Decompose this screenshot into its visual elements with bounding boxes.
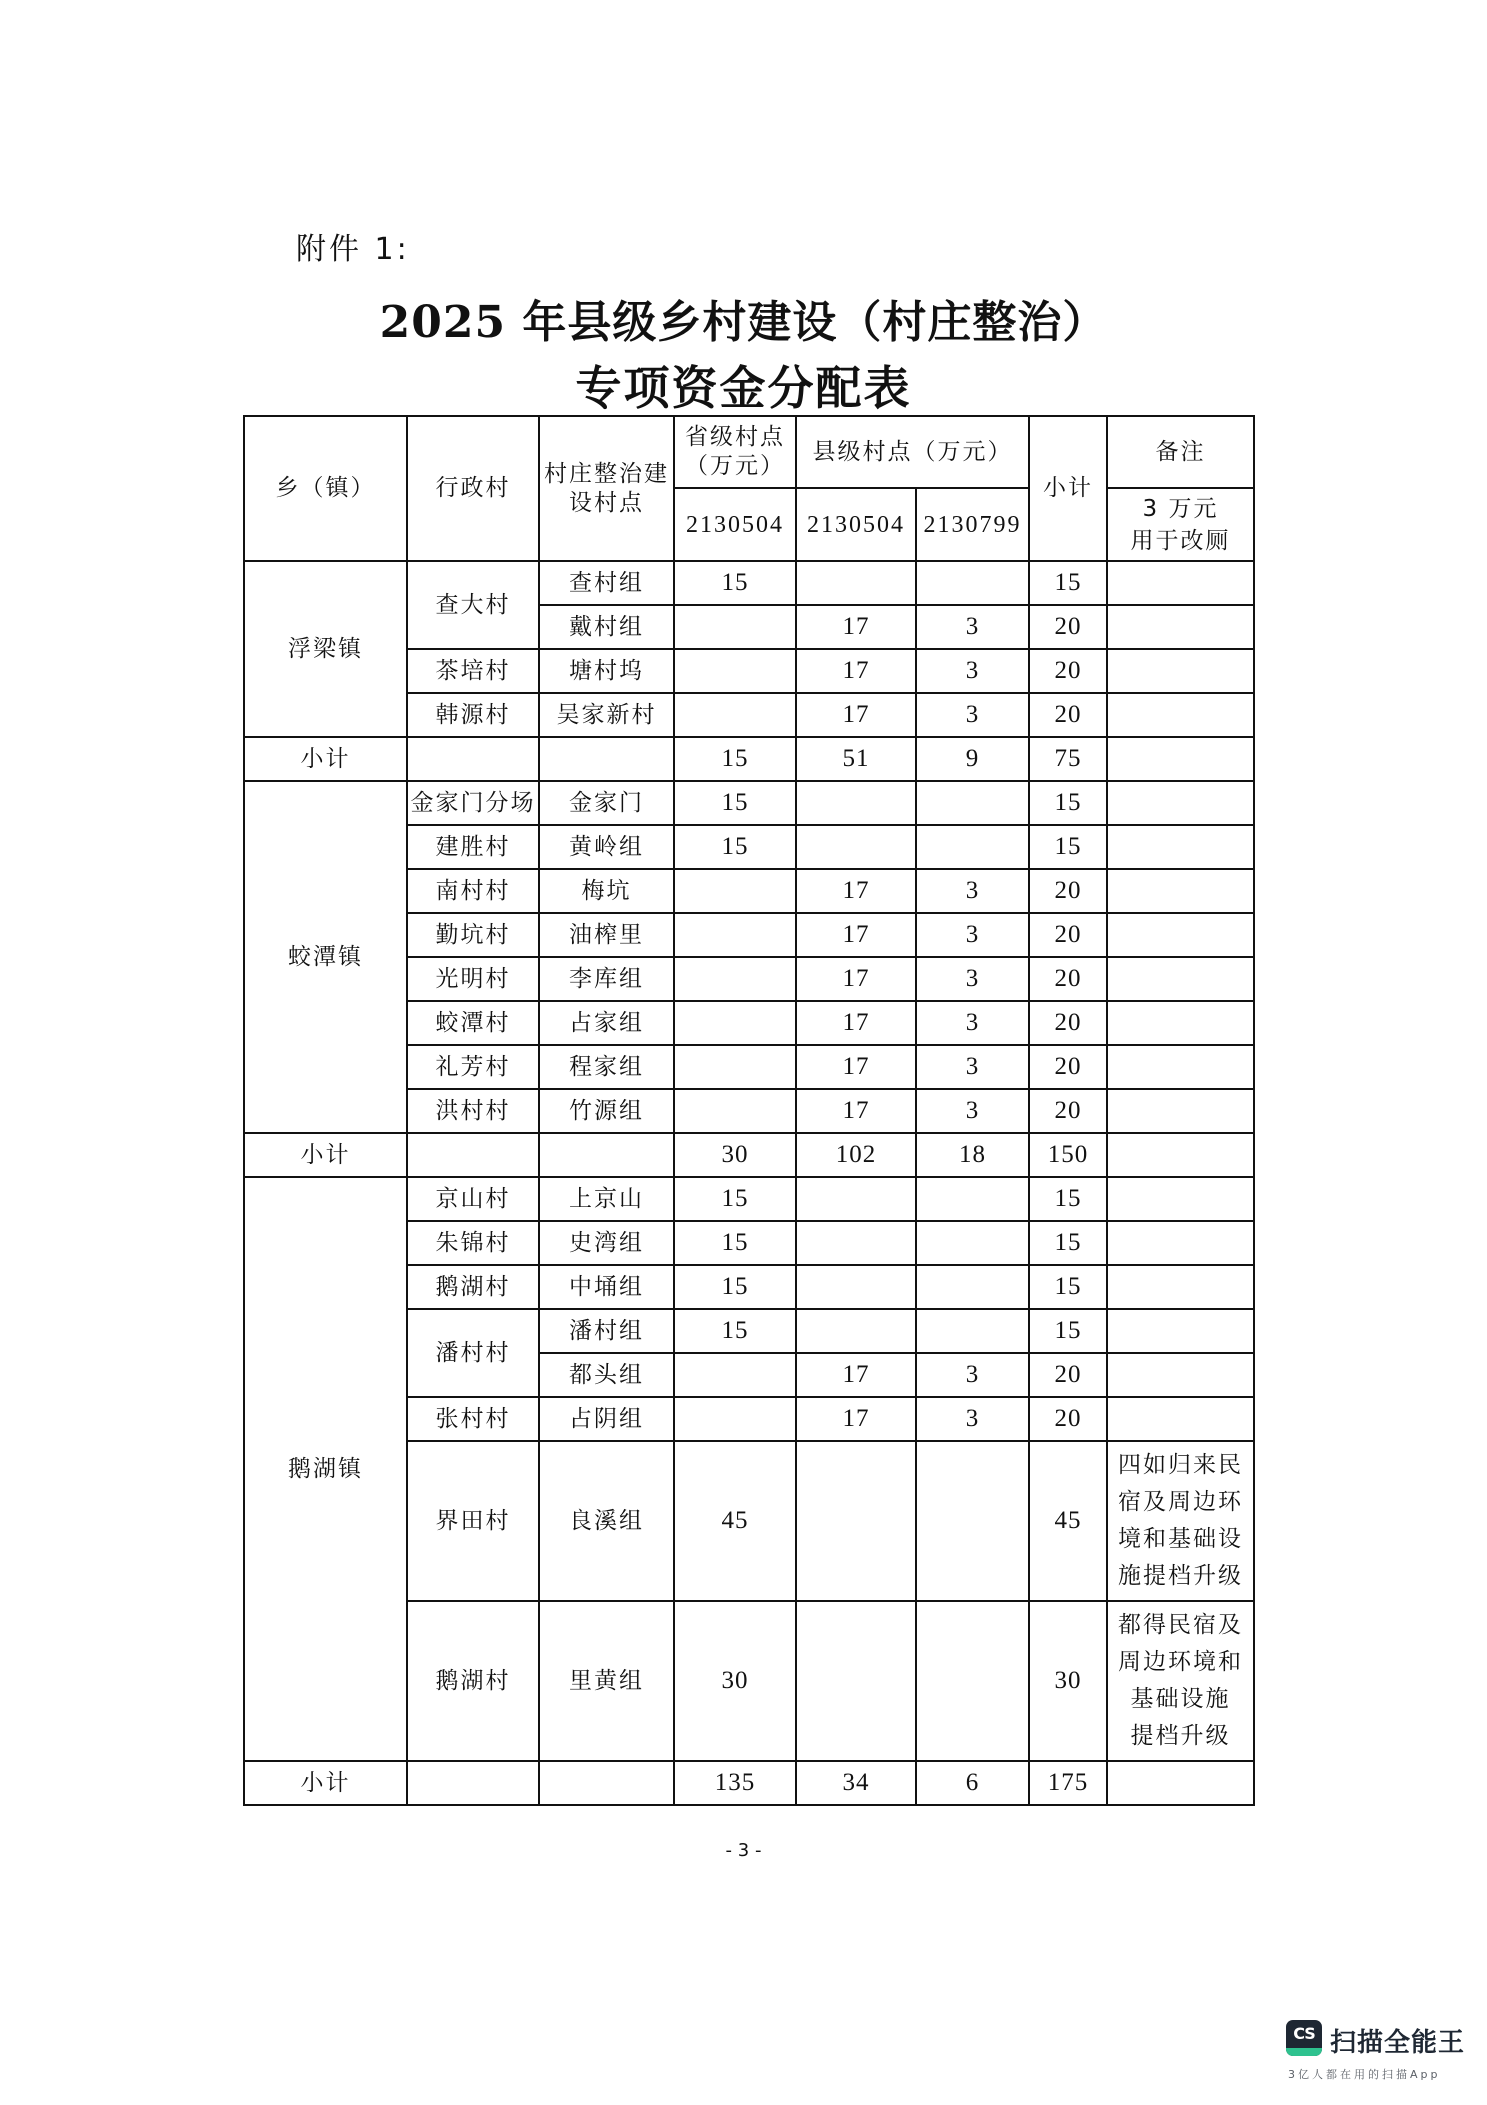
total-subtotal-cell: 150 (1029, 1133, 1107, 1177)
site-cell: 都头组 (539, 1353, 674, 1397)
provincial-amount-cell (674, 1353, 796, 1397)
county-2130504-amount-cell: 17 (796, 693, 916, 737)
county-2130504-amount-cell (796, 1177, 916, 1221)
site-cell: 戴村组 (539, 605, 674, 649)
provincial-amount-cell (674, 649, 796, 693)
remark-line: 四如归来民 (1118, 1452, 1243, 1478)
county-2130504-amount-cell: 17 (796, 869, 916, 913)
row-subtotal-cell: 15 (1029, 1309, 1107, 1353)
header-remark-sub-line-2: 用于改厕 (1130, 527, 1231, 554)
admin-village-cell: 朱锦村 (407, 1221, 539, 1265)
provincial-amount-cell (674, 1001, 796, 1045)
remark-line: 境和基础设 (1118, 1526, 1243, 1552)
table-row (244, 781, 1254, 825)
remark-cell (1107, 957, 1254, 1001)
document-title-line-2: 专项资金分配表 (575, 361, 912, 415)
remark-cell (1107, 1265, 1254, 1309)
total-provincial-cell: 135 (674, 1761, 796, 1805)
subtotal-row (244, 1133, 1254, 1177)
provincial-amount-cell (674, 1089, 796, 1133)
remark-line: 基础设施 (1130, 1686, 1231, 1712)
empty-cell (539, 1761, 674, 1805)
header-provincial: 省级村点（万元） (674, 416, 796, 488)
county-2130799-amount-cell (916, 1309, 1029, 1353)
admin-village-cell: 洪村村 (407, 1089, 539, 1133)
row-subtotal-cell: 20 (1029, 1089, 1107, 1133)
provincial-amount-cell: 15 (674, 1177, 796, 1221)
site-cell: 查村组 (539, 561, 674, 605)
county-2130799-amount-cell (916, 1221, 1029, 1265)
remark-line: 施提档升级 (1118, 1563, 1243, 1589)
header-remark-sub (1107, 488, 1254, 561)
county-2130504-amount-cell (796, 825, 916, 869)
remark-cell (1107, 649, 1254, 693)
county-2130504-amount-cell (796, 561, 916, 605)
row-subtotal-cell: 20 (1029, 957, 1107, 1001)
camscanner-logo-icon (1286, 2020, 1322, 2056)
provincial-amount-cell (674, 1045, 796, 1089)
admin-village-cell: 京山村 (407, 1177, 539, 1221)
provincial-amount-cell (674, 1397, 796, 1441)
total-provincial-cell: 15 (674, 737, 796, 781)
county-2130799-amount-cell: 3 (916, 869, 1029, 913)
admin-village-cell: 茶培村 (407, 649, 539, 693)
remark-line: 周边环境和 (1118, 1649, 1243, 1675)
admin-village-cell: 潘村村 (407, 1309, 539, 1397)
county-2130799-amount-cell: 3 (916, 1397, 1029, 1441)
subtotal-label-cell: 小计 (244, 1133, 407, 1177)
county-2130799-amount-cell (916, 561, 1029, 605)
admin-village-cell: 鹅湖村 (407, 1265, 539, 1309)
empty-remark-cell (1107, 1133, 1254, 1177)
remark-cell (1107, 561, 1254, 605)
header-subtotal: 小计 (1029, 416, 1107, 561)
admin-village-cell: 南村村 (407, 869, 539, 913)
camscanner-logo-text: CS (1293, 2024, 1315, 2043)
provincial-amount-cell: 15 (674, 781, 796, 825)
row-subtotal-cell: 20 (1029, 913, 1107, 957)
row-subtotal-cell: 20 (1029, 1001, 1107, 1045)
county-2130799-amount-cell (916, 1441, 1029, 1601)
admin-village-cell: 光明村 (407, 957, 539, 1001)
remark-line: 宿及周边环 (1118, 1489, 1243, 1515)
provincial-amount-cell: 45 (674, 1441, 796, 1601)
row-subtotal-cell: 45 (1029, 1441, 1107, 1601)
site-cell: 程家组 (539, 1045, 674, 1089)
provincial-amount-cell (674, 693, 796, 737)
provincial-amount-cell (674, 869, 796, 913)
county-2130799-amount-cell: 3 (916, 1001, 1029, 1045)
county-2130799-amount-cell (916, 1601, 1029, 1761)
row-subtotal-cell: 20 (1029, 1045, 1107, 1089)
header-remark: 备注 (1107, 416, 1254, 488)
remark-cell (1107, 869, 1254, 913)
county-2130504-amount-cell: 17 (796, 913, 916, 957)
site-cell: 潘村组 (539, 1309, 674, 1353)
site-cell: 良溪组 (539, 1441, 674, 1601)
site-cell: 竹源组 (539, 1089, 674, 1133)
township-cell: 鹅湖镇 (244, 1177, 407, 1761)
row-subtotal-cell: 20 (1029, 1397, 1107, 1441)
scanner-watermark (1286, 2018, 1476, 2088)
header-admin-village: 行政村 (407, 416, 539, 561)
remark-cell (1107, 1045, 1254, 1089)
site-cell: 金家门 (539, 781, 674, 825)
site-cell: 里黄组 (539, 1601, 674, 1761)
provincial-amount-cell (674, 913, 796, 957)
site-cell: 史湾组 (539, 1221, 674, 1265)
table-body (244, 561, 1254, 1805)
header-county-code-1: 2130504 (796, 488, 916, 561)
admin-village-cell: 张村村 (407, 1397, 539, 1441)
subtotal-label-cell: 小计 (244, 737, 407, 781)
row-subtotal-cell: 15 (1029, 1177, 1107, 1221)
row-subtotal-cell: 20 (1029, 693, 1107, 737)
site-cell: 中埇组 (539, 1265, 674, 1309)
site-cell: 占家组 (539, 1001, 674, 1045)
remark-cell (1107, 693, 1254, 737)
empty-cell (539, 1133, 674, 1177)
row-subtotal-cell: 20 (1029, 869, 1107, 913)
township-cell: 浮梁镇 (244, 561, 407, 737)
remark-cell (1107, 781, 1254, 825)
admin-village-cell: 蛟潭村 (407, 1001, 539, 1045)
empty-remark-cell (1107, 737, 1254, 781)
remark-cell (1107, 1221, 1254, 1265)
row-subtotal-cell: 15 (1029, 1221, 1107, 1265)
provincial-amount-cell (674, 957, 796, 1001)
county-2130799-amount-cell: 3 (916, 649, 1029, 693)
row-subtotal-cell: 20 (1029, 1353, 1107, 1397)
county-2130504-amount-cell (796, 781, 916, 825)
remark-cell (1107, 605, 1254, 649)
county-2130799-amount-cell (916, 825, 1029, 869)
admin-village-cell: 鹅湖村 (407, 1601, 539, 1761)
site-cell: 油榨里 (539, 913, 674, 957)
county-2130799-amount-cell (916, 781, 1029, 825)
attachment-label: 附件 1: (296, 232, 410, 267)
site-cell: 塘村坞 (539, 649, 674, 693)
admin-village-cell: 韩源村 (407, 693, 539, 737)
remark-cell (1107, 1601, 1254, 1761)
empty-cell (539, 737, 674, 781)
county-2130504-amount-cell (796, 1441, 916, 1601)
site-cell: 吴家新村 (539, 693, 674, 737)
remark-cell (1107, 1397, 1254, 1441)
total-subtotal-cell: 75 (1029, 737, 1107, 781)
remark-line: 提档升级 (1130, 1723, 1231, 1749)
county-2130504-amount-cell: 17 (796, 1001, 916, 1045)
remark-cell (1107, 1353, 1254, 1397)
table-row (244, 1177, 1254, 1221)
provincial-amount-cell (674, 605, 796, 649)
county-2130504-amount-cell (796, 1309, 916, 1353)
county-2130504-amount-cell: 17 (796, 957, 916, 1001)
total-provincial-cell: 30 (674, 1133, 796, 1177)
remark-cell (1107, 1309, 1254, 1353)
township-cell: 蛟潭镇 (244, 781, 407, 1133)
admin-village-cell: 界田村 (407, 1441, 539, 1601)
empty-cell (407, 1761, 539, 1805)
table-row (244, 561, 1254, 605)
county-2130504-amount-cell: 17 (796, 1353, 916, 1397)
provincial-amount-cell: 15 (674, 825, 796, 869)
empty-remark-cell (1107, 1761, 1254, 1805)
remark-cell (1107, 1001, 1254, 1045)
provincial-amount-cell: 30 (674, 1601, 796, 1761)
site-cell: 上京山 (539, 1177, 674, 1221)
watermark-tagline: 3亿人都在用的扫描App (1288, 2068, 1441, 2081)
county-2130504-amount-cell: 17 (796, 1089, 916, 1133)
allocation-table (243, 415, 1255, 1806)
county-2130799-amount-cell: 3 (916, 1353, 1029, 1397)
empty-cell (407, 737, 539, 781)
total-county-2130504-cell: 51 (796, 737, 916, 781)
remark-cell (1107, 1177, 1254, 1221)
site-cell: 李库组 (539, 957, 674, 1001)
total-county-2130504-cell: 102 (796, 1133, 916, 1177)
watermark-app-name: 扫描全能王 (1330, 2028, 1466, 2058)
site-cell: 黄岭组 (539, 825, 674, 869)
header-county: 县级村点（万元） (796, 416, 1029, 488)
row-subtotal-cell: 30 (1029, 1601, 1107, 1761)
remark-cell (1107, 913, 1254, 957)
header-remark-sub-line-1: 3 万元 (1142, 495, 1219, 522)
subtotal-label-cell: 小计 (244, 1761, 407, 1805)
admin-village-cell: 勤坑村 (407, 913, 539, 957)
admin-village-cell: 金家门分场 (407, 781, 539, 825)
subtotal-row (244, 1761, 1254, 1805)
provincial-amount-cell: 15 (674, 1265, 796, 1309)
county-2130799-amount-cell: 3 (916, 693, 1029, 737)
county-2130504-amount-cell: 17 (796, 649, 916, 693)
county-2130799-amount-cell: 3 (916, 605, 1029, 649)
site-cell: 梅坑 (539, 869, 674, 913)
provincial-amount-cell: 15 (674, 561, 796, 605)
page-number: - 3 - (725, 1840, 762, 1861)
county-2130799-amount-cell: 3 (916, 1089, 1029, 1133)
row-subtotal-cell: 15 (1029, 781, 1107, 825)
admin-village-cell: 建胜村 (407, 825, 539, 869)
total-county-2130799-cell: 18 (916, 1133, 1029, 1177)
county-2130799-amount-cell (916, 1265, 1029, 1309)
county-2130504-amount-cell: 17 (796, 1397, 916, 1441)
row-subtotal-cell: 20 (1029, 649, 1107, 693)
row-subtotal-cell: 15 (1029, 1265, 1107, 1309)
header-township: 乡（镇） (244, 416, 407, 561)
subtotal-row (244, 737, 1254, 781)
row-subtotal-cell: 15 (1029, 825, 1107, 869)
provincial-amount-cell: 15 (674, 1221, 796, 1265)
total-subtotal-cell: 175 (1029, 1761, 1107, 1805)
header-site: 村庄整治建设村点 (539, 416, 674, 561)
provincial-amount-cell: 15 (674, 1309, 796, 1353)
county-2130504-amount-cell: 17 (796, 1045, 916, 1089)
site-cell: 占阴组 (539, 1397, 674, 1441)
header-provincial-code: 2130504 (674, 488, 796, 561)
empty-cell (407, 1133, 539, 1177)
county-2130799-amount-cell: 3 (916, 1045, 1029, 1089)
table-header (244, 416, 1254, 561)
row-subtotal-cell: 20 (1029, 605, 1107, 649)
county-2130504-amount-cell (796, 1265, 916, 1309)
county-2130799-amount-cell: 3 (916, 957, 1029, 1001)
county-2130799-amount-cell: 3 (916, 913, 1029, 957)
county-2130504-amount-cell: 17 (796, 605, 916, 649)
county-2130504-amount-cell (796, 1601, 916, 1761)
total-county-2130799-cell: 6 (916, 1761, 1029, 1805)
remark-cell (1107, 1441, 1254, 1601)
remark-cell (1107, 825, 1254, 869)
remark-cell (1107, 1089, 1254, 1133)
document-title-line-1: 2025 年县级乡村建设（村庄整治） (379, 297, 1108, 348)
admin-village-cell: 礼芳村 (407, 1045, 539, 1089)
remark-line: 都得民宿及 (1118, 1612, 1243, 1638)
row-subtotal-cell: 15 (1029, 561, 1107, 605)
total-county-2130504-cell: 34 (796, 1761, 916, 1805)
camscanner-logo-accent (1286, 2048, 1322, 2056)
admin-village-cell: 查大村 (407, 561, 539, 649)
total-county-2130799-cell: 9 (916, 737, 1029, 781)
header-county-code-2: 2130799 (916, 488, 1029, 561)
county-2130504-amount-cell (796, 1221, 916, 1265)
county-2130799-amount-cell (916, 1177, 1029, 1221)
